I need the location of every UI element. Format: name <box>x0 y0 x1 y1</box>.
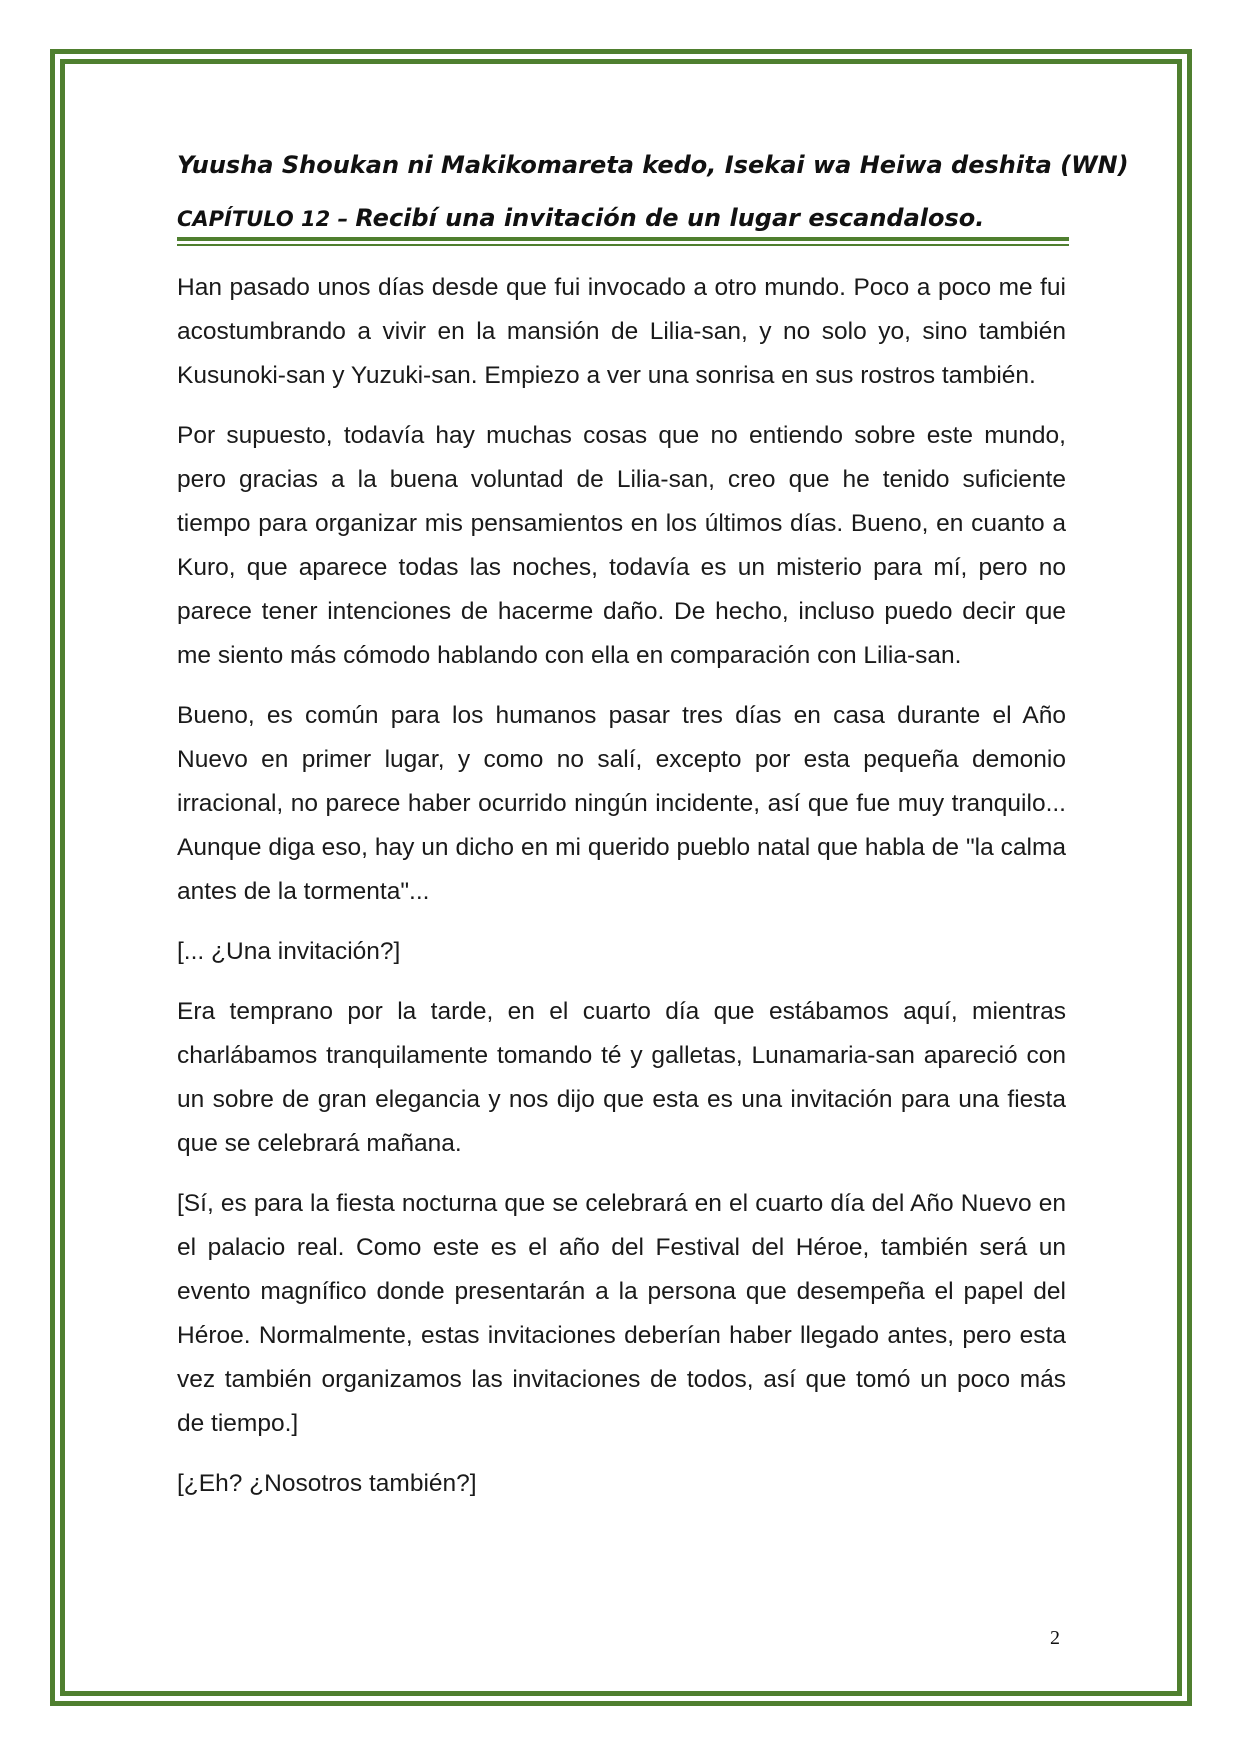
chapter-label: CAPÍTULO 12 – <box>177 207 356 231</box>
heading-rule-thick <box>177 237 1069 241</box>
paragraph: Han pasado unos días desde que fui invocado a otro mundo. Poco a poco me fui acostumbrando a vivir en la mansión de Lilia-san, y no solo yo, sino también Kusunoki-san y Yuzuki-san. Empiezo a ver una sonrisa en sus rostros también. <box>177 274 1066 389</box>
paragraph: Bueno, es común para los humanos pasar tres días en casa durante el Año Nuevo en primer lugar, y como no salí, excepto por esta pequeña demonio irracional, no parece haber ocurrido ningún incidente, así que fue muy tranquilo... Aunque diga eso, hay un dicho en mi querido pueblo natal que habla de "la calma antes de la tormenta"... <box>177 702 1066 905</box>
paragraph: Era temprano por la tarde, en el cuarto día que estábamos aquí, mientras charlábamos tranquilamente tomando té y galletas, Lunamaria-san apareció con un sobre de gran elegancia y nos dijo que esta es una invitación para una fiesta que se celebrará mañana. <box>177 998 1066 1157</box>
series-title: Yuusha Shoukan ni Makikomareta kedo, Isekai wa Heiwa deshita (WN) <box>177 151 1129 179</box>
document-content <box>177 140 1129 1506</box>
paragraph: Por supuesto, todavía hay muchas cosas que no entiendo sobre este mundo, pero gracias a la buena voluntad de Lilia-san, creo que he tenido suficiente tiempo para organizar mis pensamientos en los últimos días. Bueno, en cuanto a Kuro, que aparece todas las noches, todavía es un misterio para mí, pero no parece tener intenciones de hacerme daño. De hecho, incluso puedo decir que me siento más cómodo hablando con ella en comparación con Lilia-san. <box>177 422 1066 669</box>
chapter-title: Recibí una invitación de un lugar escandaloso. <box>355 204 985 232</box>
heading-rule-thin <box>177 244 1069 246</box>
page-number: 2 <box>1050 1627 1060 1649</box>
paragraph: [¿Eh? ¿Nosotros también?] <box>177 1470 477 1497</box>
chapter-heading <box>177 201 1066 235</box>
paragraph: [Sí, es para la fiesta nocturna que se celebrará en el cuarto día del Año Nuevo en el palacio real. Como este es el año del Festival del Héroe, también será un evento magnífico donde presentarán a la persona que desempeña el papel del Héroe. Normalmente, estas invitaciones deberían haber llegado antes, pero esta vez también organizamos las invitaciones de todos, así que tomó un poco más de tiempo.] <box>177 1190 1066 1437</box>
paragraph: [... ¿Una invitación?] <box>177 938 401 965</box>
body-text <box>177 266 1066 1506</box>
